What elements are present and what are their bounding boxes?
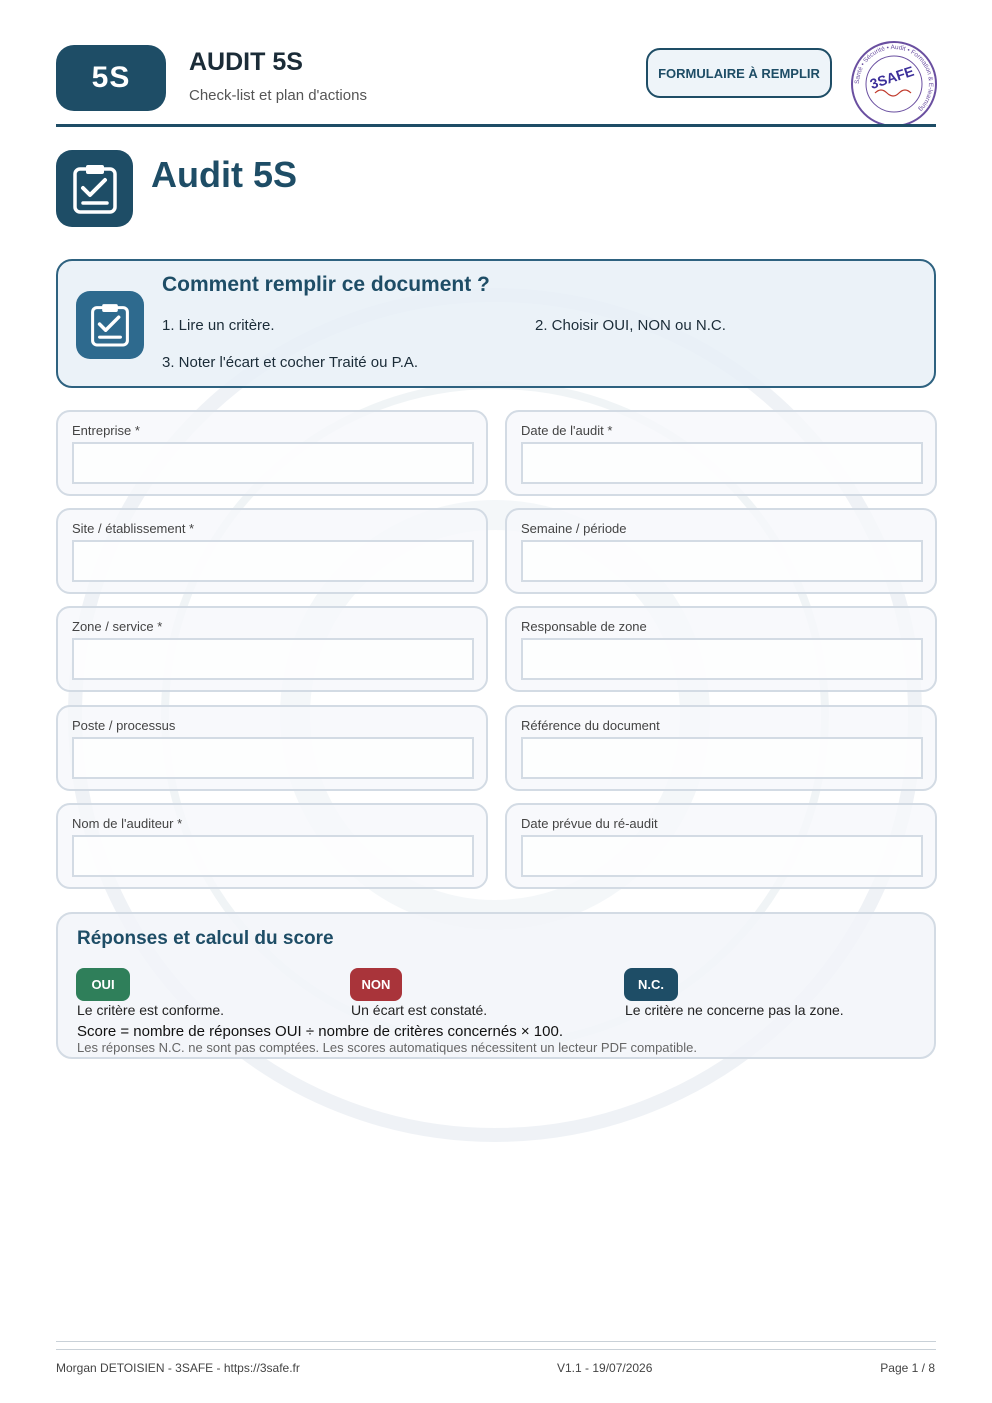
field-label: Semaine / période xyxy=(521,521,627,536)
field-date-audit xyxy=(505,410,937,496)
form-badge: FORMULAIRE À REMPLIR xyxy=(646,48,832,98)
instruction-step: 1. Lire un critère. xyxy=(162,317,275,334)
score-title: Réponses et calcul du score xyxy=(77,928,334,949)
footer-author: Morgan DETOISIEN - 3SAFE - https://3safe.fr xyxy=(56,1361,300,1375)
footer-divider xyxy=(56,1349,936,1350)
svg-text:3SAFE: 3SAFE xyxy=(867,62,916,92)
field-label: Date de l'audit * xyxy=(521,423,613,438)
poste-input[interactable] xyxy=(72,737,474,779)
field-poste xyxy=(56,705,488,791)
reference-input[interactable] xyxy=(521,737,923,779)
site-input[interactable] xyxy=(72,540,474,582)
3safe-seal-logo xyxy=(849,39,939,129)
page-title: Audit 5S xyxy=(151,154,298,195)
zone-input[interactable] xyxy=(72,638,474,680)
instruction-step: 3. Noter l'écart et cocher Traité ou P.A. xyxy=(162,354,419,371)
field-responsable xyxy=(505,606,937,692)
field-label: Responsable de zone xyxy=(521,619,647,634)
header-subtitle: Check-list et plan d'actions xyxy=(189,87,367,104)
svg-text:Santé • Sécurité • Audit • For: Santé • Sécurité • Audit • Formation & E-learning xyxy=(853,43,935,113)
non-badge: NON xyxy=(350,968,402,1001)
non-description: Un écart est constaté. xyxy=(351,1002,488,1018)
instructions-panel xyxy=(56,259,936,388)
field-label: Poste / processus xyxy=(72,718,176,733)
re-audit-input[interactable] xyxy=(521,835,923,877)
score-formula: Score = nombre de réponses OUI ÷ nombre de critères concernés × 100. xyxy=(77,1023,563,1040)
semaine-input[interactable] xyxy=(521,540,923,582)
clipboard-check-icon xyxy=(76,291,144,359)
field-label: Nom de l'auditeur * xyxy=(72,816,183,831)
field-site xyxy=(56,508,488,594)
responsable-input[interactable] xyxy=(521,638,923,680)
score-panel xyxy=(56,912,936,1059)
clipboard-check-icon xyxy=(56,150,133,227)
field-zone xyxy=(56,606,488,692)
entreprise-input[interactable] xyxy=(72,442,474,484)
instructions-title: Comment remplir ce document ? xyxy=(162,273,490,296)
field-entreprise xyxy=(56,410,488,496)
nc-description: Le critère ne concerne pas la zone. xyxy=(625,1002,844,1018)
header-divider xyxy=(56,124,936,127)
nc-badge: N.C. xyxy=(624,968,678,1001)
field-re-audit xyxy=(505,803,937,889)
field-label: Référence du document xyxy=(521,718,660,733)
field-label: Entreprise * xyxy=(72,423,140,438)
field-auditeur xyxy=(56,803,488,889)
oui-description: Le critère est conforme. xyxy=(77,1002,225,1018)
footer-page-number: Page 1 / 8 xyxy=(880,1361,935,1375)
field-semaine xyxy=(505,508,937,594)
instruction-step: 2. Choisir OUI, NON ou N.C. xyxy=(535,317,726,334)
field-label: Date prévue du ré-audit xyxy=(521,816,658,831)
field-label: Zone / service * xyxy=(72,619,163,634)
auditeur-input[interactable] xyxy=(72,835,474,877)
field-label: Site / établissement * xyxy=(72,521,195,536)
score-note: Les réponses N.C. ne sont pas comptées. Les scores automatiques nécessitent un lecteur PDF compatible. xyxy=(77,1040,697,1055)
field-reference xyxy=(505,705,937,791)
header-badge: 5S xyxy=(56,45,166,111)
header-title: AUDIT 5S xyxy=(189,48,303,76)
footer-divider xyxy=(56,1341,936,1342)
date-audit-input[interactable] xyxy=(521,442,923,484)
footer-version: V1.1 - 19/07/2026 xyxy=(557,1361,653,1375)
oui-badge: OUI xyxy=(76,968,130,1001)
